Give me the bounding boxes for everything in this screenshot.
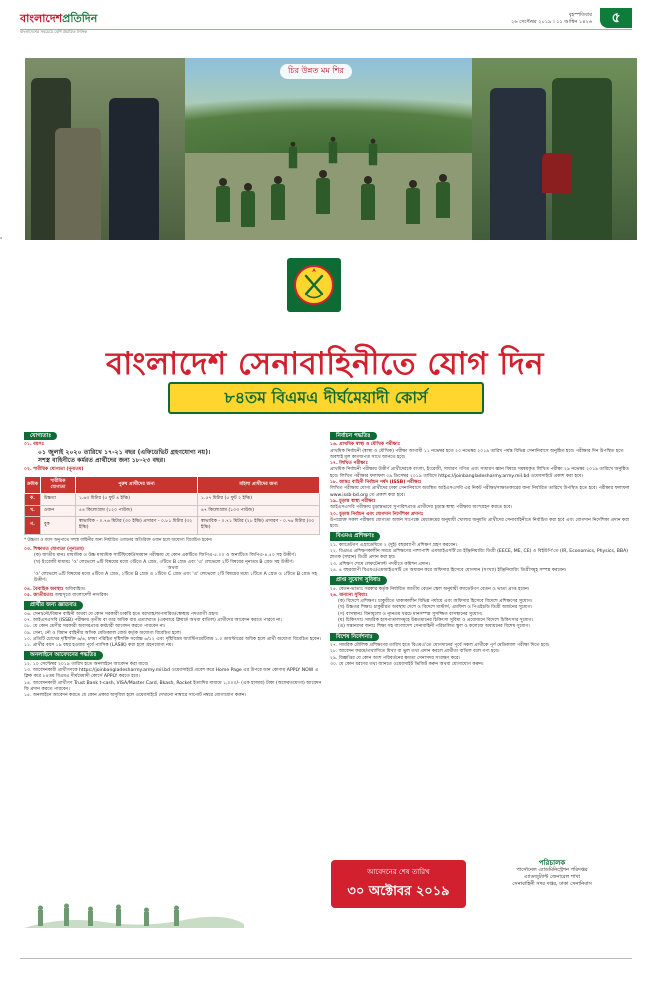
list-item: ০৯. সেনা, নৌ ও বিমান বাহিনীর অসিক মেডিক্যাল বোর্ড কর্তৃক অযোগ্য বিবেচিত হলে। (24, 630, 182, 636)
hero-right-photo (472, 58, 637, 240)
table-cell: ৪৭ কিলোগ্রাম (১০৩ পাউন্ড) (197, 505, 319, 516)
course-banner: ৮৪তম বিএমএ দীর্ঘমেয়াদী কোর্স (168, 382, 484, 414)
issuer-title: পরিচালক (538, 859, 566, 867)
hero-slogan: চির উন্নত মম শির (280, 64, 352, 79)
soldier-silhouettes-icon (24, 898, 244, 928)
section-online-application: অনলাইনে আবেদনের পদ্ধতিঃ (24, 651, 103, 659)
list-item: ০৬. সেনা/নৌ/বিমান বাহিনী অথবা যে কোন সরকারী চাকরি হতে বরখাস্ত/অপসারিত/স্বেচ্ছায় পদত্যাগী গ্রহণ। (24, 611, 219, 617)
list-item: ৩০. যে কোন ধরণের তথ্য জানতে ওয়েবসাইট ভিজিট করুন অথবা যোগাযোগ করুন। (330, 661, 484, 667)
date-box (511, 12, 592, 26)
age-text: ০১ জুলাই ২০২০ তারিখে ১৭-২১ বছর (এফিডেভিট গ্রহণযোগ্য নয়)। (38, 448, 211, 456)
edge-mark: ▪ (0, 236, 3, 240)
deadline-label: আবেদনের শেষ তারিখ (367, 868, 430, 876)
education-label: ০৩. শিক্ষাগত যোগ্যতা (নূন্যতম) (24, 546, 85, 552)
left-column (24, 430, 322, 700)
table-row (25, 505, 320, 516)
hero-photo-collage (25, 58, 637, 240)
marital-row: ০৪. বৈবাহিক অবস্থাঃ অবিবাহিত। (24, 586, 86, 592)
newspaper-header (20, 10, 632, 34)
issuer-line: এ্যাডজুট্যান্ট জেনারেল শাখা (523, 874, 581, 880)
table-header-row (25, 476, 320, 494)
list-item: ১৫. অনলাইনে আবেদন করতে যে কোন প্রকার অসুবিধা হলে ওয়েবসাইটে দেখানো নাম্বারে সাপোর্ট নম্বরে যোগাযোগ করুন। (24, 693, 247, 699)
physical-label: ০২. শারীরিক যোগ্যতা (নূন্যতম) (24, 466, 84, 472)
page-bottom-rule (20, 958, 632, 959)
list-item: (গ) বাসস্থানঃ বিনামূল্যে ও ন্যূনতম খরচে মানসম্পন্ন সুসজ্জিত বাসস্থানের সুযোগ। (338, 611, 483, 617)
selection-step: ১৬. প্রাথমিক স্বাস্থ্য ও মৌখিক পরীক্ষাঃ প্রাথমিক নির্বাচনী (স্বাস্থ্য ও মৌখিক) পরীক্ষা আগামী ১১ নভেম্বর হতে ২০ নভেম্বর ২০১৯ তারিখ পর্যন্ত বিভিন্ন সেনানিবাসে অনুষ্ঠিত হবে। পরীক্ষার দিন উপস্থিত হতে অবশ্যই মূল কাগজপত্র সাথে আনতে হবে। (330, 442, 624, 460)
section-benefits: প্রাপ্ত সুযোগ সুবিধাঃ (330, 576, 387, 584)
table-cell: খ. (25, 505, 41, 516)
selection-step: ১৮. আন্তঃ বাহিনী নির্বাচন পর্ষদ (ISSB) পরীক্ষাঃ লিখিত পরীক্ষায় যোগ্য প্রার্থীদের ঢাকা সেনানিবাসে অবস্থিত আইএসএসবি এর নিকট পরীক্ষা/সাক্ষাতকারের জন্য নির্ধারিত তারিখে উপস্থিত হতে হবে। পরীক্ষার ফলাফল www.issb-bd.org তে প্রকাশ করা হবে। (330, 480, 630, 498)
list-item: ২২. বিএমএ প্রশিক্ষণকালীন সময়ে প্রশিক্ষণের পাশাপাশি এমআইএসটি'তে ইঞ্জিনিয়ারিং ডিগ্রী (EECE, ME, CE) ও বিইউপি'তে (IR, Economics, Physics, BBA) স্নাতক (সম্মান) ডিগ্রী প্রদান করা হয়। (330, 549, 629, 561)
section-special-notes: বিশেষ নির্দেশনাঃ (330, 633, 379, 641)
table-cell: স্বাভাবিক - ০.৭৬ মিটার (৩০ ইঞ্চি) প্রসারণ - ০.৮১ মিটার (৩২ ইঞ্চি) (75, 517, 197, 535)
age-text-armed: সশস্ত্র বাহিনীতে কর্মরত প্রার্থীদের জন্য ১৮-২৩ বছর। (38, 456, 166, 464)
table-cell: ১.৬৩ মিটার (৫ ফুট ৪ ইঞ্চি) (75, 494, 197, 505)
section-selection: নির্বাচন পদ্ধতিঃ (330, 432, 377, 440)
education-item: অথবা (167, 565, 179, 571)
education-item: 'ও' লেভেলে ৬টি বিষয়ের মধ্যে ৪টিতে A গ্রেড, ২টিতে B গ্রেড ও ১টিতে C গ্রেড এবং 'এ' লেভেলে ২টি বিষয়ের মধ্যে ১টিতে A গ্রেড ও ১টিতে B গ্রেড সহ উত্তীর্ণ। (34, 572, 318, 584)
table-header: পুরুষ প্রার্থীদের জন্য (75, 476, 197, 494)
nationality-row: ০৫. জাতীয়তাঃ জন্মসূত্রে বাংলাদেশী নাগরিক। (24, 593, 109, 599)
age-block: ০১. বয়সঃ (24, 442, 45, 448)
table-cell: ক. (25, 494, 41, 505)
table-cell: ১.৫৭ মিটার (৫ ফুট ২ ইঞ্চি) (197, 494, 319, 505)
page-number: ৫ (600, 8, 632, 28)
issue-date: ২৬ সেপ্টেম্বর ২০১৯ । ১১ আশ্বিন ১৪২৬ (511, 19, 592, 25)
bangladesh-army-emblem-icon (287, 258, 341, 312)
list-item: ১০. প্রতিটি চোখের দৃষ্টিশক্তি ৬/৬, চশমা পরিহিত দৃষ্টিশক্তি সর্বোচ্চ ৬/১২ এবং দৃষ্টিবিভ্রম অ্যাস্টিগমেটিজম ১.০ ডায়প্টারের অধিক হলে প্রার্থী অযোগ্য বিবেচিত হবেন। (24, 636, 322, 642)
selection-step: ১৭. লিখিত পরীক্ষাঃ প্রাথমিক নির্বাচনী পরীক্ষায় উত্তীর্ণ প্রার্থীদেরকে বাংলা, ইংরেজী, সাধারণ গণিত এবং সাধারণ জ্ঞান বিষয়ে সমন্বয়কৃত লিখিত পরীক্ষা ২৯ নভেম্বর ২০১৯ তারিখে অনুষ্ঠিত হবে। লিখিত পরীক্ষার ফলাফল ০৯ ডিসেম্বর ২০১৯ তারিখে https://joinbangladesharmy.army.mil.bd ওয়েবসাইটে প্রকাশ করা হবে। (330, 461, 629, 479)
list-item: ০৮. যে কোন শ্রেণীর সরকারী অবসরপ্রাপ্ত কর্মচারী আবেদন করতে পারবেন না। (24, 624, 166, 630)
table-row (25, 494, 320, 505)
list-item: ২৯. বিজ্ঞপ্তির যে কোন অংশ পরিবর্তনের ক্ষমতা সেনাসদর সংরক্ষণ করে। (330, 655, 461, 661)
table-row (25, 517, 320, 535)
list-item: ২৪. ৪ বছরব্যাপী বিএমএ/এমআইএসটি তে অধ্যয়ন করে অফিসার হিসেবে যোগদান (সংখ্যা) ইঞ্জিনিয়ারিং ডিগ্রীসমূহ সম্পন্ন করবেন। (330, 567, 567, 573)
list-item: (খ) উচ্চতর শিক্ষাঃ চাকুরীরত অবস্থায় দেশে ও বিদেশে মাস্টার্স, এমফিল ও পিএইচডি ডিগ্রী অর্জনের সুযোগ। (338, 605, 533, 611)
section-candidate-info: প্রার্থীর জন্য জ্ঞাতব্যঃ (24, 601, 83, 609)
list-item: ২৬. অন্যান্য সুবিধাঃ (330, 592, 368, 598)
education-item: (খ) ইংরেজী মাধ্যমঃ 'ও' লেভেলে ৬টি বিষয়ের মধ্যে ৩টিতে A গ্রেড, ৩টিতে B গ্রেড এবং 'এ' লেভেলে ২টি বিষয়ের নূন্যতম B গ্রেড সহ উত্তীর্ণ। (34, 559, 294, 565)
selection-step: ১৯. চূড়ান্ত স্বাস্থ্য পরীক্ষাঃ আইএসএসবি পরীক্ষায় চূড়ান্তভাবে সুপারিশপ্রাপ্ত প্রার্থীদের চূড়ান্ত স্বাস্থ্য পরীক্ষায় অংশগ্রহণ করতে হবে। (330, 498, 513, 511)
education-item: (ক) জাতীয় মানঃ মাধ্যমিক ও উচ্চ মাধ্যমিক সার্টিফিকেট/সমমান পরীক্ষায় যে কোন একটিতে জিপিএ-৫.০০ ও অন্যটিতে জিপিএ-৪.৫০ সহ উত্তীর্ণ। (34, 553, 296, 559)
list-item: (ঘ) চিকিৎসাঃ সামরিক হাসপাতালসমূহে উন্নতমানের চিকিৎসা সুবিধা ও প্রয়োজনে বিদেশে চিকিৎসার সুযোগ। (338, 618, 534, 624)
table-header: মহিলা প্রার্থীদের জন্য (197, 476, 319, 494)
newspaper-logo: বাংলাদেশপ্রতিদিন বাংলাদেশের সবচেয়ে বেশি প্রচারিত দৈনিক (20, 12, 98, 34)
list-item: ০৭. আইএসএসবি (ISSB) পরীক্ষায় তৃতীয় বা তার অধিক বার প্রত্যাখ্যাত (একবারে ক্লিয়ার্ড অথবা বাতিল) প্রার্থীদের আবেদন করতে পারবে না। (24, 617, 282, 623)
issuer-line: সেনাবাহিনী সদর দপ্তর, ঢাকা সেনানিবাস (512, 881, 592, 887)
table-cell: গ. (25, 517, 41, 535)
section-bma-training: বিএমএ প্রশিক্ষণঃ (330, 532, 380, 540)
list-item: ১১. প্রার্থীর বয়স ১৯ বছর হওয়ার পূর্বে প্যাসিক (LASIK) করা হলে গ্রহণযোগ্য নয়। (24, 643, 174, 649)
table-cell: স্বাভাবিক - ০.৭১ মিটার (২৮ ইঞ্চি) প্রসারণ - ০.৭৬ মিটার (৩০ ইঞ্চি) (197, 517, 319, 535)
main-headline: বাংলাদেশ সেনাবাহিনীতে যোগ দিন (105, 346, 545, 382)
list-item: ১৩. আবেদনকারী প্রার্থীগণকে https://joinbangladesharmy.army.mil.bd ওয়েবসাইটে প্রবেশ করে Home Page এর উপরে ডান কোণায় APPLY NOW এ ক্লিক করে ৮৪তম বিএমএ দীর্ঘমেয়াদী কোর্সে APPLY করতে হবে। (24, 668, 319, 680)
issue-day: বৃহস্পতিবার (568, 12, 592, 18)
list-item: ২১. ক্যাডেটগণ এগ্রাডেমিতে ২ (দুই) বছরব্যাপী প্রশিক্ষণ গ্রহণ করবেন। (330, 542, 458, 548)
list-item: ১৪. আবেদনকারী প্রার্থীগণ Trust Bank t-cash, VISA/Master Card, Bkash, Rocket ইত্যাদির মাধ্যমে ১,০০০/- (এক হাজার) টাকা (অফেরতযোগ্য) আবেদন ফি প্রদান করতে পারবেন। (24, 680, 322, 692)
application-deadline-box (331, 860, 466, 908)
newspaper-tagline: বাংলাদেশের সবচেয়ে বেশি প্রচারিত দৈনিক (20, 29, 87, 34)
table-cell: ওজন (40, 505, 75, 516)
list-item: ২৭. সামরিক মৌলিক প্রশিক্ষণের তারিখ হতে বিএমএ'তে যোগদানের পূর্বে সকল প্রার্থীকে পূর্ণ মেডিক্যাল পরীক্ষা দিতে হবে। (330, 642, 550, 648)
table-cell: বুক (40, 517, 75, 535)
table-header: শারীরিক যোগ্যতা (40, 476, 75, 494)
issuer-signature (474, 860, 630, 888)
hero-left-photo (25, 58, 185, 240)
list-item: ২৩. প্রশিক্ষণ শেষে লেফটেন্যান্ট পদবীতে কমিশন প্রদান। (330, 561, 430, 567)
right-column (330, 430, 630, 668)
physical-requirements-table (24, 476, 320, 535)
selection-step: ২০. চূড়ান্ত নির্বাচন এবং যোগদান নির্দেশিকা প্রদানঃ উপরোক্ত সকল পরীক্ষায় যোগ্যতা অর্জন সাপেক্ষে মেধাক্রমের অনুযায়ী খোলার অনুমতি প্রার্থীদের সেনাবাহিনীতে নির্বাচিত করা হবে এবং যোগদান নির্দেশিকা প্রদান করা হবে। (330, 511, 630, 530)
list-item: ২৮. আবেদন ফরমে/তথ্যাদিতে মিথ্যা বা ভুল তথ্য প্রদান করলে প্রার্থীতা বাতিল বলে গণ্য হবে। (330, 649, 500, 655)
section-eligibility: যোগ্যতাঃ (24, 432, 57, 440)
deadline-date: ৩০ অক্টোবর ২০১৯ (347, 884, 450, 899)
table-footnote: * উচ্চতা ও বয়স অনুপাতে সশস্ত্র বাহিনীর জন্য নির্ধারিত ওজনের অতিরিক্ত ওজন হলে অযোগ্য বিবেচিত হবেন। (24, 537, 213, 543)
table-cell: ৫৪ কিলোগ্রাম (১২০ পাউন্ড) (75, 505, 197, 516)
list-item: (ঙ) সন্তানদের জন্যঃ শিক্ষা সহ বাংলাদেশ সেনাবাহিনী পরিচালিত স্কুল ও কলেজে অধ্যয়নের বিশেষ সুযোগ। (338, 624, 531, 630)
table-cell: উচ্চতা (40, 494, 75, 505)
table-header: ক্রমিক (25, 476, 41, 494)
list-item: ১২. ১০ সেপ্টেম্বর ২০১৯ তারিখ হতে অনলাইনে আবেদন করা যাবে। (24, 661, 149, 667)
list-item: (ক) বিদেশে প্রশিক্ষণঃ চাকুরীতে থাকাকালীন বিভিন্ন পর্যায়ে এবং অফিসার হিসেবে বিদেশে প্রশিক্ষণের সুযোগ। (338, 599, 533, 605)
list-item: ২৫. বেতন-ভাতাঃ সরকার কর্তৃক নির্ধারিত জাতীয় বেতন স্কেল অনুযায়ী ক্যাডেটগণ বেতন ও ভাতা প্রাপ্ত হবেন। (330, 586, 530, 592)
issuer-line: পার্সোনেল এ্যাডমিনিস্ট্রেশন পরিদপ্তর (516, 867, 588, 873)
